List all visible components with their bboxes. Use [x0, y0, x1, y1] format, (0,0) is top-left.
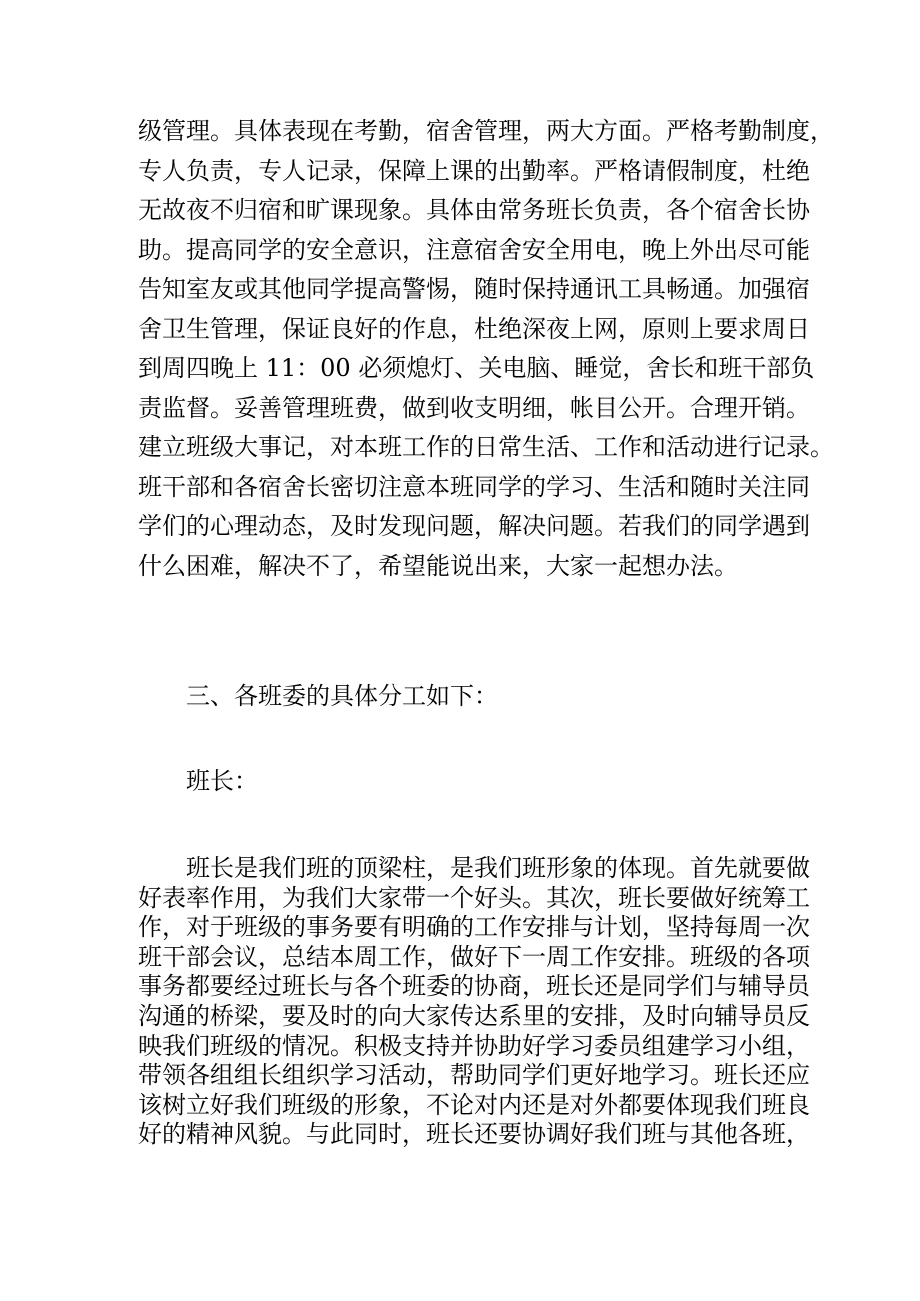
text-line: 助。提高同学的安全意识，注意宿舍安全用电，晚上外出尽可能	[138, 235, 810, 264]
text-line: 班干部会议，总结本周工作，做好下一周工作安排。班级的各项	[138, 942, 810, 971]
paragraph-attendance-management	[138, 112, 834, 586]
text-line: 告知室友或其他同学提高警惕，随时保持通讯工具畅通。加强宿	[138, 275, 810, 303]
text-line: 责监督。妥善管理班费，做到收支明细，帐目公开。合理开销。	[138, 393, 810, 422]
text-line: 专人负责，专人记录，保障上课的出勤率。严格请假制度，杜绝	[138, 156, 810, 185]
text-line: 级管理。具体表现在考勤，宿舍管理，两大方面。严格考勤制度，	[138, 117, 834, 145]
role-heading-class-monitor: 班长：	[186, 767, 258, 795]
text-line: 带领各组组长组织学习活动，帮助同学们更好地学习。班长还应	[138, 1061, 810, 1090]
text-line: 无故夜不归宿和旷课现象。具体由常务班长负责，各个宿舍长协	[138, 196, 810, 224]
text-line: 舍卫生管理，保证良好的作息，杜绝深夜上网，原则上要求周日	[138, 314, 810, 343]
section-heading-committee-duties: 三、各班委的具体分工如下：	[186, 682, 498, 710]
text-line: 事务都要经过班长与各个班委的协商，班长还是同学们与辅导员	[138, 972, 810, 1001]
text-line: 该树立好我们班级的形象，不论对内还是对外都要体现我们班良	[138, 1090, 810, 1119]
paragraph-class-monitor-duties	[138, 854, 810, 1150]
text-line: 沟通的桥梁，要及时的向大家传达系里的安排，及时向辅导员反	[138, 1001, 810, 1030]
text-line: 班长是我们班的顶梁柱，是我们班形象的体现。首先就要做	[186, 854, 810, 882]
text-line: 学们的心理动态，及时发现问题，解决问题。若我们的同学遇到	[138, 512, 810, 540]
text-line: 好表率作用，为我们大家带一个好头。其次，班长要做好统筹工	[138, 883, 810, 912]
text-line: 班干部和各宿舍长密切注意本班同学的学习、生活和随时关注同	[138, 472, 810, 501]
text-line: 作，对于班级的事务要有明确的工作安排与计划，坚持每周一次	[138, 913, 810, 942]
text-line: 建立班级大事记，对本班工作的日常生活、工作和活动进行记录。	[138, 433, 834, 461]
text-line: 映我们班级的情况。积极支持并协助好学习委员组建学习小组，	[138, 1031, 810, 1060]
text-line: 好的精神风貌。与此同时，班长还要协调好我们班与其他各班，	[138, 1120, 810, 1149]
text-line: 什么困难，解决不了，希望能说出来，大家一起想办法。	[138, 551, 738, 580]
text-line: 到周四晚上 11：00 必须熄灯、关电脑、睡觉，舍长和班干部负	[138, 354, 815, 382]
